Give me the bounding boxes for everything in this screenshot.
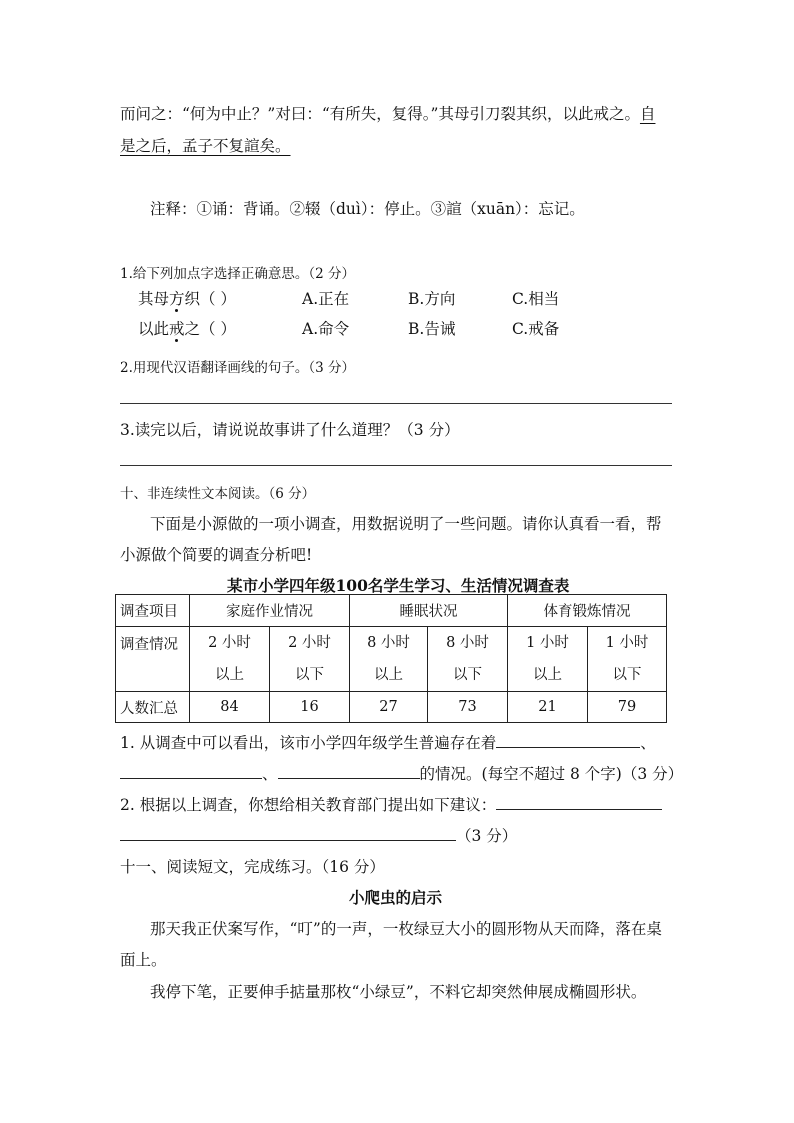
story-paragraph-2-line-1: 我停下笔，正要伸手掂量那枚“小绿豆”，不料它却突然伸展成椭圆形状。 — [150, 983, 647, 1001]
q1-row-1-option-b: B.方向 — [408, 290, 456, 308]
table-cell: 16 — [270, 692, 350, 723]
table-cell: 1 小时 以上 — [508, 627, 588, 692]
table-cell: 2 小时 以下 — [270, 627, 350, 692]
answer-blank-1[interactable] — [496, 733, 640, 748]
section-10-q1-line-1: 1. 从调查中可以看出，该市小学四年级学生普遍存在着 、 — [120, 734, 656, 752]
section-10-intro-line-1: 下面是小源做的一项小调查，用数据说明了一些问题。请你认真看一看，帮 — [150, 515, 662, 533]
table-header-cell: 睡眠状况 — [350, 595, 508, 627]
q2-answer-line[interactable] — [120, 403, 672, 404]
q2-prompt: 2.用现代汉语翻译画线的句子。（3 分） — [120, 360, 356, 376]
table-cell: 84 — [190, 692, 270, 723]
story-title: 小爬虫的启示 — [349, 888, 443, 907]
underlined-sentence-end: 是之后，孟子不复諠矣。 — [120, 137, 291, 155]
q1-prompt: 1.给下列加点字选择正确意思。（2 分） — [120, 266, 356, 282]
q1-row-2-option-b: B.告诫 — [408, 320, 456, 338]
story-paragraph-1-line-2: 面上。 — [120, 951, 167, 969]
suggestion-blank-2[interactable] — [120, 826, 456, 841]
table-row-label: 调查情况 — [116, 627, 190, 692]
table-row-label: 人数汇总 — [116, 692, 190, 723]
table-title: 某市小学四年级100名学生学习、生活情况调查表 — [227, 576, 570, 595]
q1-row-2-option-c: C.戒备 — [512, 320, 560, 338]
answer-blank-3[interactable] — [278, 764, 420, 779]
table-cell: 27 — [350, 692, 428, 723]
table-header-cell: 体育锻炼情况 — [508, 595, 667, 627]
q1-row-1-option-c: C.相当 — [512, 290, 560, 308]
underlined-sentence-start: 自 — [639, 105, 656, 123]
table-cell: 8 小时 以上 — [350, 627, 428, 692]
section-10-q1-line-2: 、 的情况。(每空不超过 8 个字)（3 分） — [120, 762, 683, 784]
table-cell: 21 — [508, 692, 588, 723]
answer-blank-2[interactable] — [120, 764, 262, 779]
dotted-char: 戒 — [169, 317, 185, 339]
section-10-heading: 十、非连续性文本阅读。（6 分） — [120, 486, 316, 502]
q1-row-1-option-a: A.正在 — [302, 290, 350, 308]
section-11-heading: 十一、阅读短文，完成练习。（16 分） — [120, 858, 385, 876]
annotation-note: 注释：①诵：背诵。②辍（duì）：停止。③諠（xuān）：忘记。 — [150, 200, 585, 218]
suggestion-blank-1[interactable] — [496, 795, 662, 810]
story-paragraph-1-line-1: 那天我正伏案写作，“叮”的一声，一枚绿豆大小的圆形物从天而降，落在桌 — [150, 920, 662, 938]
section-10-q2-line-2: （3 分） — [120, 824, 517, 846]
q1-row-2-option-a: A.命令 — [302, 320, 350, 338]
passage-line-1 — [120, 102, 655, 124]
table-cell: 73 — [428, 692, 508, 723]
passage-line-2 — [120, 134, 291, 156]
section-10-intro-line-2: 小源做个简要的调查分析吧! — [120, 546, 313, 564]
table-cell: 1 小时 以下 — [588, 627, 667, 692]
table-row — [116, 627, 667, 692]
table-row — [116, 692, 667, 723]
q3-answer-line[interactable] — [120, 465, 672, 466]
q1-row-2-stem: 以此戒之（ ） — [138, 317, 236, 339]
table-cell: 79 — [588, 692, 667, 723]
section-10-q2-line-1: 2. 根据以上调查，你想给相关教育部门提出如下建议： — [120, 793, 662, 815]
dotted-char: 方 — [169, 287, 185, 309]
q1-row-1-stem: 其母方织（ ） — [138, 287, 236, 309]
table-cell: 2 小时 以上 — [190, 627, 270, 692]
table-header-cell: 家庭作业情况 — [190, 595, 350, 627]
table-cell: 8 小时 以下 — [428, 627, 508, 692]
passage-text: 而问之：“何为中止？”对曰：“有所失，复得。”其母引刀裂其织，以此戒之。 — [120, 105, 640, 123]
table-header-row — [116, 595, 667, 627]
q3-prompt: 3.读完以后，请说说故事讲了什么道理？（3 分） — [120, 421, 460, 439]
table-header-cell: 调查项目 — [116, 595, 190, 627]
survey-table — [115, 594, 667, 723]
